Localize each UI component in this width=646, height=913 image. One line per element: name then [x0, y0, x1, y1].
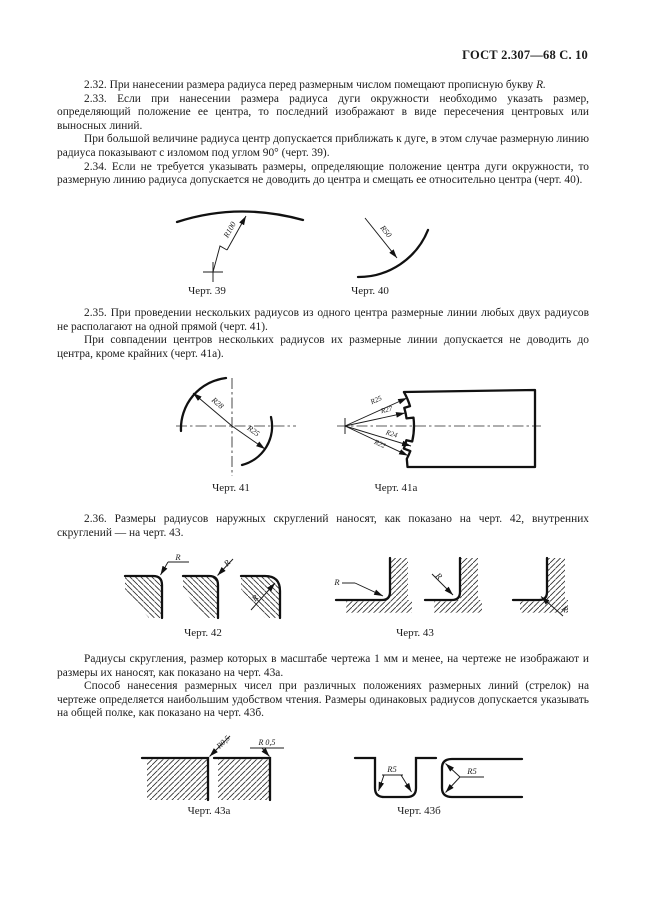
center-cross — [203, 262, 223, 282]
hatch-area — [218, 758, 270, 800]
text-block-43a-43b — [57, 653, 589, 721]
fillet-outline — [425, 558, 460, 600]
caption-fig42: Черт. 42 — [184, 627, 222, 639]
fillet-outline — [513, 558, 547, 600]
radius-label: R — [221, 557, 233, 569]
radius-label: R27 — [380, 404, 394, 416]
paragraph-number-placement: Способ нанесения размерных чисел при различных положениях размерных линий (стрелок) на чертеже определяется наибольшим удобством чтения. Размеры одинаковых радиусов допускается указывать на общей полке, как показано на черт. 43б. — [57, 680, 589, 720]
figure-41 — [168, 376, 303, 480]
radius-label: R — [433, 570, 445, 582]
arc-r25 — [242, 417, 272, 465]
hatch-area — [434, 558, 482, 613]
radius-label: R — [334, 577, 340, 587]
radius-label: R50 — [378, 223, 394, 240]
leader-line — [262, 748, 270, 757]
paragraph-2-33b: При большой величине радиуса центр допускается приближать к дуге, в этом случае размерную линию радиуса показывают с изломом под углом 90° (черт. 39). — [57, 133, 589, 159]
leader-line — [401, 775, 412, 792]
text-block-235 — [57, 307, 589, 361]
figure-43 — [330, 552, 570, 624]
caption-fig43b: Черт. 43б — [397, 805, 441, 817]
radius-label: R100 — [221, 220, 238, 240]
fig41-drawing — [168, 376, 303, 480]
radius-label: R25 — [369, 394, 384, 407]
paragraph-2-34: 2.34. Если не требуется указывать размеры, определяющие положение центра дуги окружности, то размерную линию радиуса допускается не доводить до центра и смещать ее относительно центра (черт. 40). — [57, 160, 589, 187]
leader-line — [446, 764, 461, 778]
figure-40 — [340, 200, 490, 285]
leader-line — [355, 583, 383, 596]
fig42-drawing — [105, 552, 340, 624]
radius-label: R28 — [209, 395, 226, 411]
fig39-drawing — [163, 200, 313, 285]
radius-label: R25 — [245, 423, 262, 439]
fig41a-drawing — [335, 376, 545, 480]
italic-r: R. — [536, 79, 546, 91]
bracket-outline — [442, 759, 522, 797]
figure-41a — [335, 376, 545, 480]
figure-43a — [130, 732, 290, 804]
radius-label: R 0,5 — [258, 738, 276, 747]
caption-fig41a: Черт. 41а — [374, 482, 418, 494]
fig43b-drawing — [350, 732, 525, 804]
paragraph-small-radii: Радиусы скругления, размер которых в масштабе чертежа 1 мм и менее, на чертеже не изображают и размеры их наносят, как показано на черт. 43а. — [57, 653, 589, 679]
paragraph-2-35: 2.35. При проведении нескольких радиусов из одного центра размерные линии любых двух радиусов не располагают на одной прямой (черт. 41). — [57, 307, 589, 333]
radius-label: R24 — [384, 428, 399, 440]
radius-label: R0,5 — [214, 733, 232, 751]
fig43a-drawing — [130, 732, 290, 804]
figure-43b — [350, 732, 525, 804]
hatch-area — [520, 558, 568, 613]
paragraph-2-33: 2.33. Если при нанесении размера радиуса дуги окружности необходимо указать размер, определяющий положение ее центра, то последний изображают в виде пересечения центровых или выносных линий. — [57, 92, 589, 132]
caption-fig43: Черт. 43 — [396, 627, 434, 639]
paragraph-2-36: 2.36. Размеры радиусов наружных скруглений наносят, как показано на черт. 42, внутренних скруглений — на черт. 43. — [57, 513, 589, 539]
page-header: ГОСТ 2.307—68 С. 10 — [462, 48, 588, 62]
radius-label: R — [175, 552, 181, 562]
hatch-area — [183, 576, 218, 618]
radius-label: R — [559, 603, 571, 615]
caption-fig43a: Черт. 43а — [187, 805, 231, 817]
paragraph-2-32: 2.32. При нанесении размера радиуса перед размерным числом помещают прописную букву R. — [84, 79, 546, 91]
figure-39 — [163, 200, 313, 285]
figure-42 — [105, 552, 340, 624]
radius-label: R22 — [372, 438, 387, 451]
fig40-drawing — [340, 200, 490, 285]
leader-line — [161, 562, 169, 575]
leader-line — [379, 775, 385, 791]
radius-label: R5 — [387, 764, 397, 774]
radius-label: R5 — [467, 766, 477, 776]
radius-label: R — [249, 592, 261, 604]
text-block-232-234 — [57, 79, 589, 188]
hatch-area — [125, 576, 162, 618]
leader-line — [446, 777, 461, 793]
caption-fig41: Черт. 41 — [212, 482, 250, 494]
text-block-236 — [57, 513, 589, 540]
fig43-drawing — [330, 552, 570, 624]
arc-r100 — [177, 211, 303, 222]
fillet-outline — [336, 558, 390, 600]
caption-fig40: Черт. 40 — [351, 285, 389, 297]
dimension-line-break — [213, 246, 227, 272]
paragraph-2-35b: При совпадении центров нескольких радиусов их размерные линии допускается не доводить до центра, кроме крайних (черт. 41а). — [57, 334, 589, 360]
hatch-area — [147, 758, 208, 800]
hatch-area — [241, 576, 280, 618]
hatch-area — [346, 558, 412, 613]
dimension-line-r27 — [345, 413, 405, 426]
part-outline — [404, 390, 535, 467]
dimension-line — [365, 218, 397, 258]
caption-fig39: Черт. 39 — [188, 285, 226, 297]
